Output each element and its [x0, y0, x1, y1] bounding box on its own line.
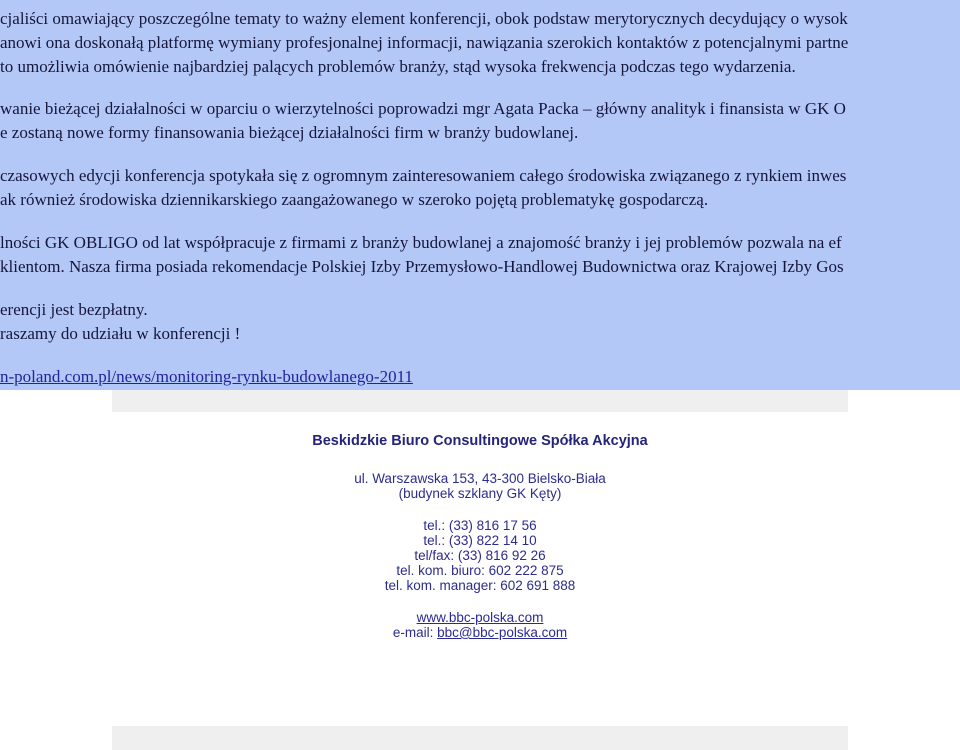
mobile-manager-line: tel. kom. manager: 602 691 888	[384, 578, 576, 593]
phone-line: tel.: (33) 822 14 10	[423, 533, 537, 548]
email-label: e-mail:	[392, 625, 434, 640]
article-line: klientom. Nasza firma posiada rekomendacje Polskiej Izby Przemysłowo-Handlowej Budownictwa oraz Krajowej Izby Gos	[0, 257, 844, 276]
article-line: ak również środowiska dziennikarskiego zaangażowanego w szeroko pojętą problematykę gospodarczą.	[0, 190, 709, 209]
article-line: to umożliwia omówienie najbardziej palących problemów branży, stąd wysoka frekwencja podczas tego wydarzenia.	[0, 57, 796, 76]
phone-line: tel.: (33) 816 17 56	[423, 518, 537, 533]
article-line: e zostaną nowe formy finansowania bieżącej działalności firm w branży budowlanej.	[0, 123, 579, 142]
mobile-office-line: tel. kom. biuro: 602 222 875	[396, 563, 564, 578]
fax-line: tel/fax: (33) 816 92 26	[414, 548, 546, 563]
article-line: wanie bieżącej działalności w oparciu o wierzytelności poprowadzi mgr Agata Packa – główny analityk i finansista w GK O	[0, 99, 846, 118]
article-line: czasowych edycji konferencja spotykała się z ogromnym zainteresowaniem całego środowiska związanego z rynkiem inwes	[0, 166, 847, 185]
company-name: Beskidzkie Biuro Consultingowe Spółka Akcyjna	[312, 433, 648, 449]
website-link[interactable]: www.bbc-polska.com	[416, 610, 544, 625]
article-line: erencji jest bezpłatny.	[0, 300, 148, 319]
article-line: anowi ona doskonałą platformę wymiany profesjonalnej informacji, nawiązania szerokich kontaktów z potencjalnymi partne	[0, 33, 849, 52]
article-link[interactable]: n-poland.com.pl/news/monitoring-rynku-budowlanego-2011	[0, 367, 413, 386]
content-strip-bottom	[112, 726, 848, 750]
content-strip-top	[112, 390, 848, 412]
article-line: cjaliści omawiający poszczególne tematy to ważny element konferencji, obok podstaw merytorycznych decydujący o wysok	[0, 9, 848, 28]
article-line: lności GK OBLIGO od lat współpracuje z firmami z branży budowlanej a znajomość branży i jej problemów pozwala na ef	[0, 233, 842, 252]
address-line: ul. Warszawska 153, 43-300 Bielsko-Biała	[354, 471, 606, 486]
building-line: (budynek szklany GK Kęty)	[398, 486, 562, 501]
article-line: raszamy do udziału w konferencji !	[0, 324, 241, 343]
company-info	[112, 433, 848, 640]
email-link[interactable]: bbc@bbc-polska.com	[437, 625, 568, 640]
